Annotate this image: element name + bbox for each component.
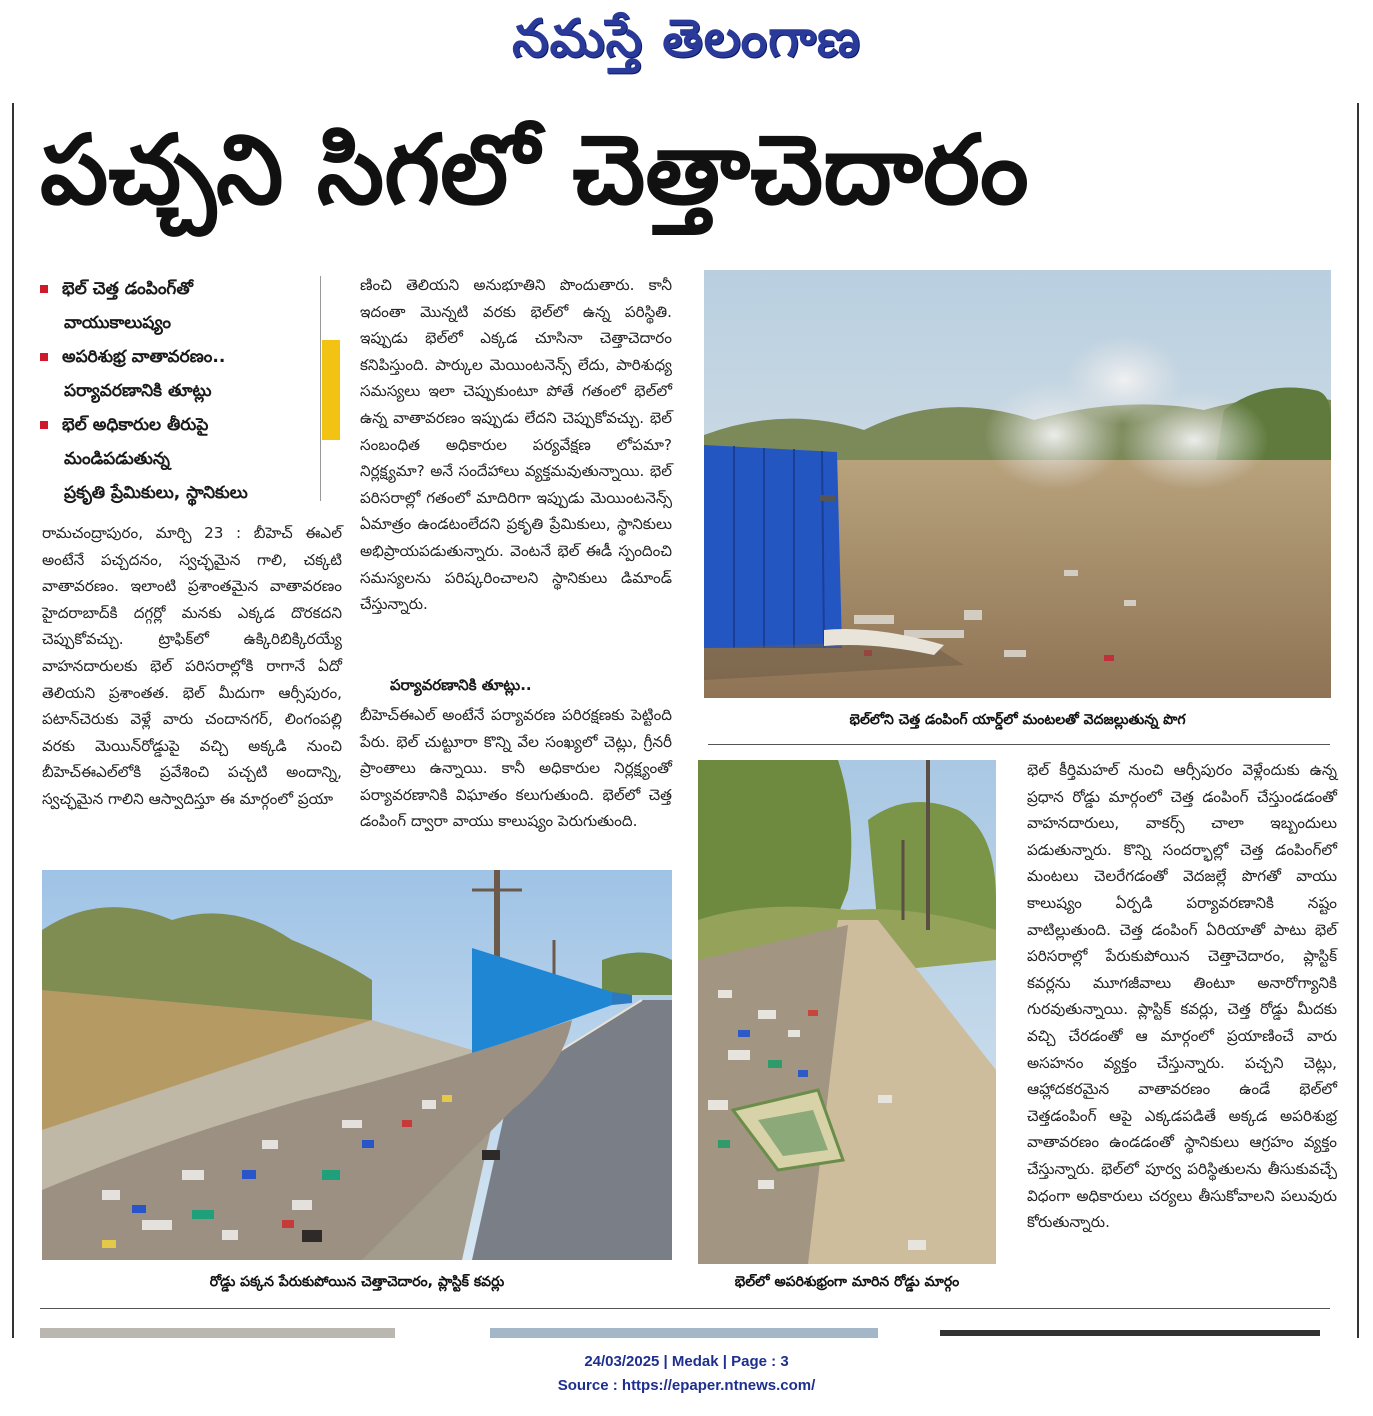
caption-photo-1: భెల్‌లోని చెత్త డంపింగ్ యార్డ్‌లో మంటలతో వెదజల్లుతున్న పొగ	[849, 712, 1186, 728]
photo-littered-road	[698, 760, 996, 1264]
footer-edition-info: 24/03/2025 | Medak | Page : 3	[584, 1353, 789, 1370]
highlight-item: భెల్ చెత్త డంపింగ్‌తో వాయుకాలుష్యం	[40, 272, 330, 340]
section-divider	[40, 1308, 1330, 1309]
caption-divider	[708, 744, 1330, 745]
article-column-2: ణించి తెలియని అనుభూతిని పొందుతారు. కానీ ఇదంతా మొన్నటి వరకు భెల్‌లో ఉన్న పరిస్థితి. ఇప్పుడు భెల్‌లో ఎక్కడ చూసినా చెత్తాచెదారం కనిపిస్తుంది. పార్కుల మెయింటనెన్స్ లేదు, పారిశుధ్య సమస్యలు ఇలా చెప్పుకుంటూ పోతే గతంలో భెల్‌లో ఉన్న వాతావరణం ఇప్పుడు లేదని చెప్పుకోవచ్చు. భెల్ సంబంధిత అధికారుల పర్యవేక్షణ లోపమా? నిర్లక్ష్యమా? అనే సందేహాలు వ్యక్తమవుతున్నాయి. భెల్ పరిసరాల్లో గతంలో మాదిరిగా ఇప్పుడు మెయింటనెన్స్ ఏమాత్రం ఉండటంలేదని ప్రకృతి ప్రేమికులు, స్థానికులు అభిప్రాయపడుతున్నారు. వెంటనే భెల్ ఈడీ స్పందించి సమస్యలను పరిష్కరించాలని స్థానికులు డిమాండ్ చేస్తున్నారు.	[360, 276, 672, 614]
highlights-divider	[320, 276, 321, 501]
bullet-square-icon	[40, 285, 48, 293]
caption-photo-3: భెల్‌లో అపరిశుభ్రంగా మారిన రోడ్డు మార్గం	[734, 1274, 960, 1290]
next-article-strip	[40, 1328, 1340, 1340]
article-column-1: రామచంద్రాపురం, మార్చి 23 : బీహెచ్ ఈఎల్ అంటేనే పచ్చదనం, స్వచ్ఛమైన గాలి, చక్కటి వాతావరణం. ఇలాంటి ప్రశాంతమైన వాతావరణం హైదరాబాద్‌కి దగ్గర్లో మనకు ఎక్కడ దొరకదని చెప్పుకోవచ్చు. ట్రాఫిక్‌లో ఉక్కిరిబిక్కిరయ్యే వాహనదారులకు భెల్ పరిసరాల్లోకి రాగానే ఏదో తెలియని ప్రశాంతత. భెల్ మీదుగా ఆర్సీపురం, పటాన్‌చెరుకు వెళ్లే వారు చందానగర్, లింగంపల్లి వరకు మెయిన్‌రోడ్డుపై వచ్చి అక్కడి నుంచి బీహెచ్‌ఈఎల్‌లోకి ప్రవేశించి పచ్చటి అందాన్ని, స్వచ్ఛమైన గాలిని ఆస్వాదిస్తూ ఈ మార్గంలో ప్రయా	[42, 524, 342, 808]
next-article-photo-right	[490, 1328, 878, 1338]
article-subheading: పర్యావరణానికి తూట్లు..	[390, 676, 532, 694]
article-column-2-continued: బీహెచ్‌ఈఎల్ అంటేనే పర్యావరణ పరిరక్షణకు పెట్టింది పేరు. భెల్ చుట్టూరా కొన్ని వేల సంఖ్యలో చెట్లు, గ్రీనరీ ప్రాంతాలు ఉన్నాయి. కానీ అధికారుల నిర్లక్ష్యంతో పర్యావరణానికి విఘాతం కలుగుతుంది. భెల్‌లో చెత్త డంపింగ్ ద్వారా వాయు కాలుష్యం పెరుగుతుంది.	[360, 706, 672, 831]
next-article-headline-fragment	[940, 1330, 1320, 1336]
headline: పచ్చని సిగలో చెత్తాచెదారం	[40, 114, 1029, 226]
photo-dumping-yard-smoke-image	[704, 270, 1331, 698]
photo-roadside-garbage-image	[42, 870, 672, 1260]
photo-dumping-yard-smoke	[704, 270, 1331, 698]
photo-roadside-garbage	[42, 870, 672, 1260]
accent-bar	[322, 340, 340, 440]
photo-littered-road-image	[698, 760, 996, 1264]
footer-source-link[interactable]: Source : https://epaper.ntnews.com/	[557, 1377, 816, 1394]
highlights-box	[40, 272, 320, 502]
masthead-logo: నమస్తే తెలంగాణ	[512, 8, 861, 69]
bullet-square-icon	[40, 353, 48, 361]
caption-photo-2: రోడ్డు పక్కన పేరుకుపోయిన చెత్తాచెదారం, ప్లాస్టిక్ కవర్లు	[209, 1274, 505, 1290]
highlight-item: భెల్ అధికారుల తీరుపై మండిపడుతున్న ప్రకృతి ప్రేమికులు, స్థానికులు	[40, 408, 330, 510]
highlight-item: అపరిశుభ్ర వాతావరణం.. పర్యావరణానికి తూట్లు	[40, 340, 330, 408]
frame-left-border	[12, 103, 14, 1338]
bullet-square-icon	[40, 421, 48, 429]
next-article-photo-left	[40, 1328, 395, 1338]
frame-right-border	[1357, 103, 1359, 1338]
article-column-3: భెల్ కీర్తిమహల్ నుంచి ఆర్సీపురం వెళ్లేందుకు ఉన్న ప్రధాన రోడ్డు మార్గంలో చెత్త డంపింగ్ చేస్తుండడంతో వాహనదారులు, వాకర్స్ చాలా ఇబ్బందులు పడుతున్నారు. కొన్ని సందర్భాల్లో చెత్త డంపింగ్‌లో మంటలు చెలరేగడంతో వెదజల్లే పొగతో వాయు కాలుష్యం ఏర్పడి పర్యావరణానికి నష్టం వాటిల్లుతుంది. చెత్త డంపింగ్ ఏరియాతో పాటు భెల్ పరిసరాల్లో పేరుకుపోయిన చెత్తాచెదారం, ప్లాస్టిక్ కవర్లను మూగజీవాలు తింటూ అనారోగ్యానికి గురవుతున్నాయి. ప్లాస్టిక్ కవర్లు, చెత్త రోడ్డు మీదకు వచ్చి చేరడంతో ఆ మార్గంలో ప్రయాణించే వారు అసహనం వ్యక్తం చేస్తున్నారు. పచ్చని చెట్లు, ఆహ్లాదకరమైన వాతావరణం ఉండే భెల్‌లో చెత్తడంపింగ్ ఆపై ఎక్కడపడితే అక్కడ అపరిశుభ్ర వాతావరణం ఉండడంతో స్థానికులు ఆగ్రహం వ్యక్తం చేస్తున్నారు. భెల్‌లో పూర్వ పరిస్థితులను తీసుకువచ్చే విధంగా అధికారులు చర్యలు తీసుకోవాలని పలువురు కోరుతున్నారు.	[1027, 761, 1337, 1232]
